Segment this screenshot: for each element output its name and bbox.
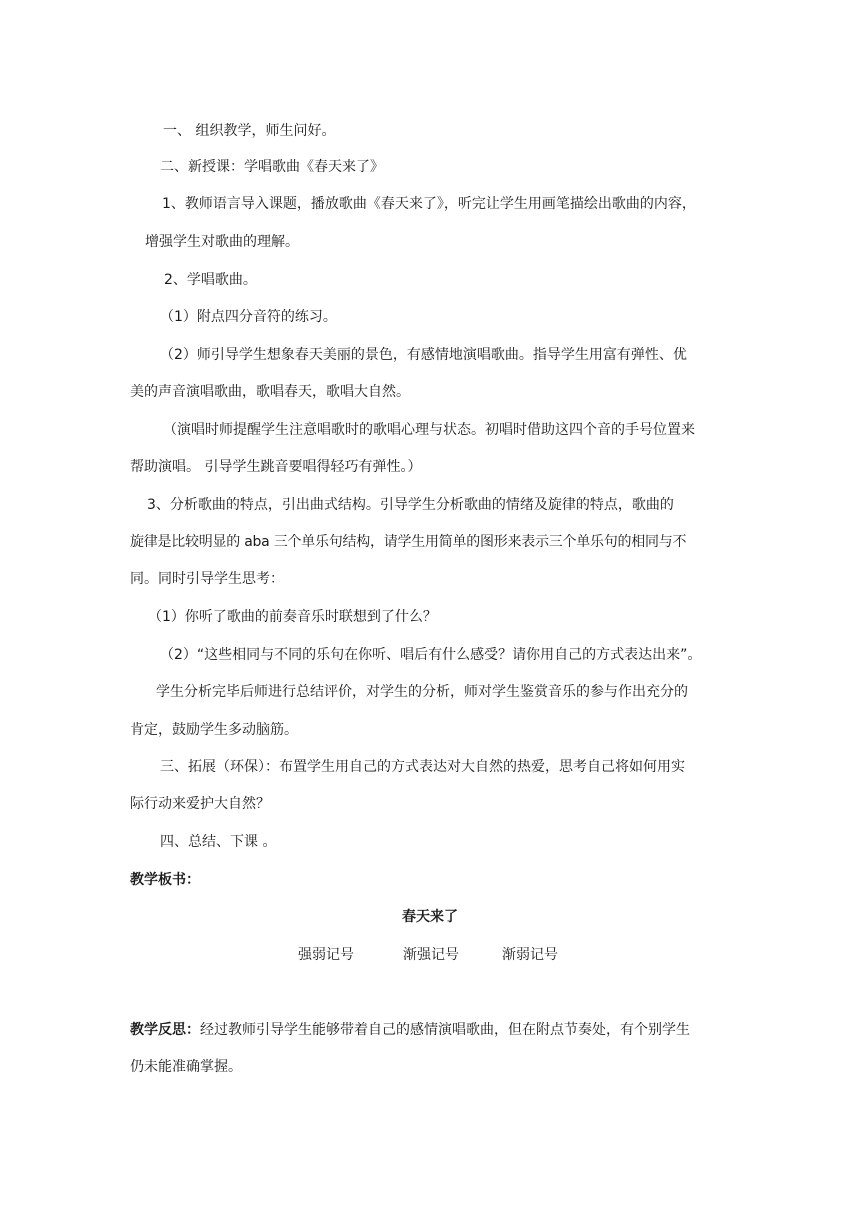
reflection-text: 经过教师引导学生能够带着自己的感情演唱歌曲，但在附点节奏处，有个别学生 <box>200 1022 690 1038</box>
paragraph-line-20: 四、总结、下课 。 <box>160 834 277 850</box>
paragraph-line-19: 际行动来爱护大自然？ <box>130 796 270 812</box>
paragraph-line-4: 增强学生对歌曲的理解。 <box>145 234 299 250</box>
board-item-decrescendo: 渐弱记号 <box>502 947 558 963</box>
paragraph-line-12: 旋律是比较明显的 aba 三个单乐句结构，请学生用简单的图形来表示三个单乐句的相同与不 <box>130 534 687 550</box>
paragraph-line-7: （2）师引导学生想象春天美丽的景色，有感情地演唱歌曲。指导学生用富有弹性、优 <box>160 347 687 363</box>
paragraph-line-17: 肯定，鼓励学生多动脑筋。 <box>130 722 298 738</box>
board-item-dynamics: 强弱记号 <box>298 947 354 963</box>
paragraph-line-3: 1、教师语言导入课题，播放歌曲《春天来了》，听完让学生用画笔描绘出歌曲的内容， <box>162 196 696 212</box>
paragraph-line-10: 帮助演唱。 引导学生跳音要唱得轻巧有弹性。） <box>130 459 422 475</box>
paragraph-line-9: （演唱时师提醒学生注意唱歌时的歌唱心理与状态。初唱时借助这四个音的手号位置来 <box>163 422 695 438</box>
paragraph-line-18: 三、拓展（环保）：布置学生用自己的方式表达对大自然的热爱，思考自己将如何用实 <box>160 759 685 775</box>
reflection-line-2: 仍未能准确掌握。 <box>130 1059 242 1075</box>
reflection-line-1 <box>130 1020 690 1040</box>
paragraph-line-11: 3、分析歌曲的特点，引出曲式结构。引导学生分析歌曲的情绪及旋律的特点，歌曲的 <box>147 497 674 513</box>
paragraph-line-5: 2、学唱歌曲。 <box>164 272 257 288</box>
board-title: 春天来了 <box>402 909 458 925</box>
paragraph-line-2: 二、新授课：学唱歌曲《春天来了》 <box>160 159 384 175</box>
paragraph-line-8: 美的声音演唱歌曲，歌唱春天，歌唱大自然。 <box>130 384 410 400</box>
paragraph-line-13: 同。同时引导学生思考： <box>130 571 284 587</box>
board-item-crescendo: 渐强记号 <box>403 947 459 963</box>
paragraph-line-16: 学生分析完毕后师进行总结评价，对学生的分析，师对学生鉴赏音乐的参与作出充分的 <box>156 684 688 700</box>
paragraph-line-15: （2）“这些相同与不同的乐句在你听、唱后有什么感受？请你用自己的方式表达出来”。 <box>160 647 702 663</box>
board-heading: 教学板书： <box>130 872 200 888</box>
paragraph-line-1: 一、 组织教学，师生问好。 <box>163 123 336 139</box>
reflection-label: 教学反思： <box>130 1022 200 1038</box>
paragraph-line-6: （1）附点四分音符的练习。 <box>160 309 337 325</box>
paragraph-line-14: （1）你听了歌曲的前奏音乐时联想到了什么？ <box>148 609 437 625</box>
